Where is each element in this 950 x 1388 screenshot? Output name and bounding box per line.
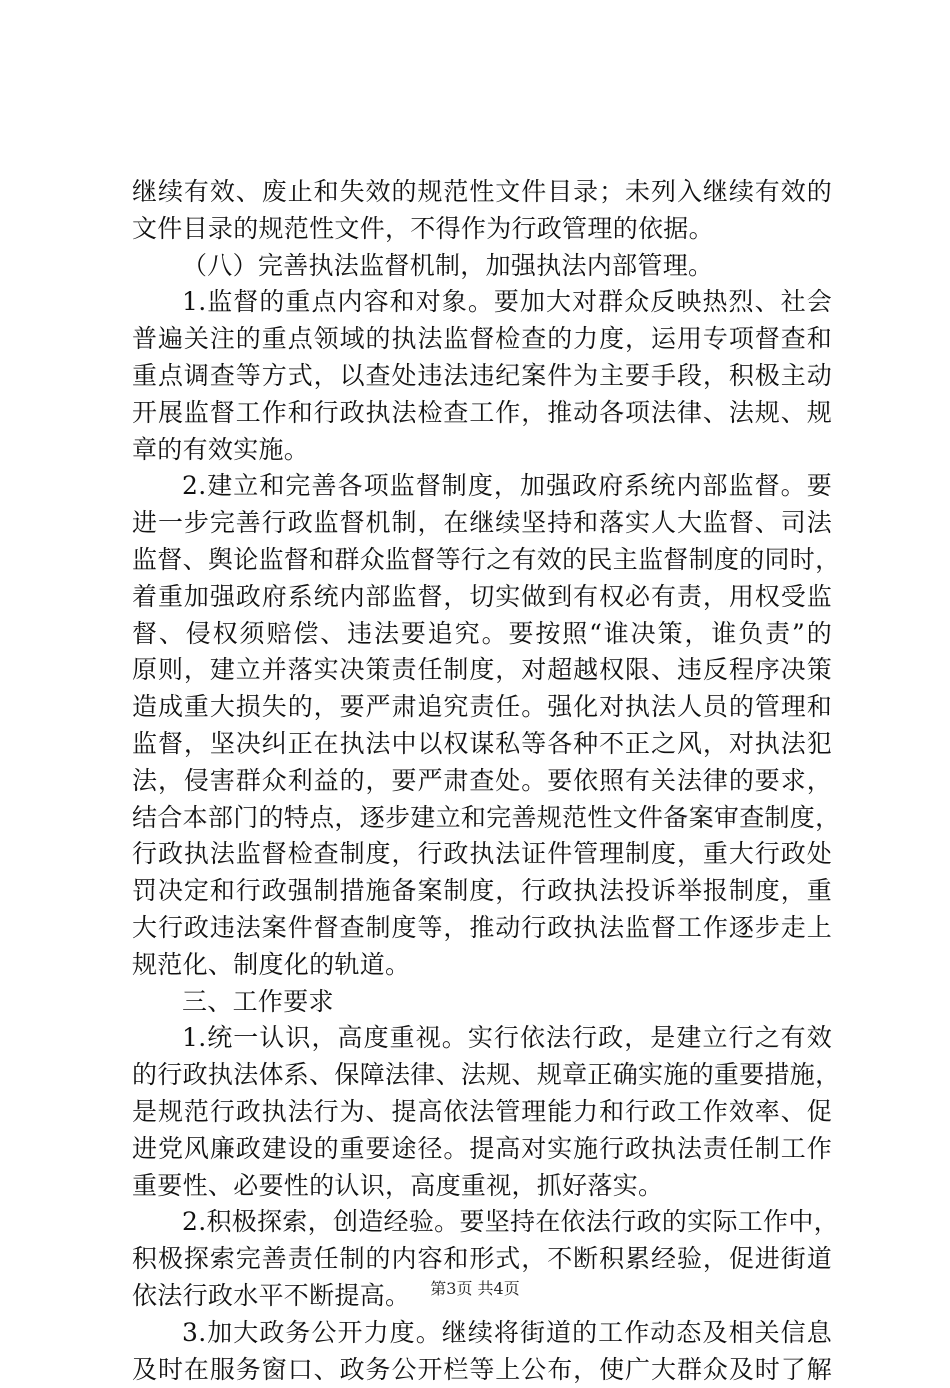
document-body [132, 174, 832, 1388]
text-line: 开展监督工作和行政执法检查工作，推动各项法律、法规、规 [132, 395, 832, 432]
text-line: 的行政执法体系、保障法律、法规、规章正确实施的重要措施， [132, 1057, 832, 1094]
text-line: 普遍关注的重点领域的执法监督检查的力度，运用专项督查和 [132, 321, 832, 358]
text-line: 文件目录的规范性文件，不得作为行政管理的依据。 [132, 211, 832, 248]
text-line: 原则，建立并落实决策责任制度，对超越权限、违反程序决策 [132, 652, 832, 689]
text-line: 行政执法监督检查制度，行政执法证件管理制度，重大行政处 [132, 836, 832, 873]
text-line: 规范化、制度化的轨道。 [132, 947, 832, 984]
text-line: （八）完善执法监督机制，加强执法内部管理。 [132, 248, 832, 285]
text-line: 重要性、必要性的认识，高度重视，抓好落实。 [132, 1168, 832, 1205]
page-footer: 第3页 共4页 [0, 1279, 950, 1299]
text-line: 2.积极探索，创造经验。要坚持在依法行政的实际工作中， [132, 1204, 832, 1241]
text-line: 监督，坚决纠正在执法中以权谋私等各种不正之风，对执法犯 [132, 726, 832, 763]
text-line: 进党风廉政建设的重要途径。提高对实施行政执法责任制工作 [132, 1131, 832, 1168]
text-line: 2.建立和完善各项监督制度，加强政府系统内部监督。要 [132, 468, 832, 505]
text-line: 大行政违法案件督查制度等，推动行政执法监督工作逐步走上 [132, 910, 832, 947]
text-line: 法，侵害群众利益的，要严肃查处。要依照有关法律的要求， [132, 763, 832, 800]
text-line: 重点调查等方式，以查处违法违纪案件为主要手段，积极主动 [132, 358, 832, 395]
text-line: 依法行政水平不断提高。 [132, 1278, 832, 1315]
text-line: 1.监督的重点内容和对象。要加大对群众反映热烈、社会 [132, 284, 832, 321]
text-line: 监督、舆论监督和群众监督等行之有效的民主监督制度的同时， [132, 542, 832, 579]
text-line: 三、工作要求 [132, 984, 832, 1021]
text-line: 着重加强政府系统内部监督，切实做到有权必有责，用权受监 [132, 579, 832, 616]
text-line: 及时在服务窗口、政务公开栏等上公布，使广大群众及时了解 [132, 1352, 832, 1388]
text-line: 进一步完善行政监督机制，在继续坚持和落实人大监督、司法 [132, 505, 832, 542]
text-line: 结合本部门的特点，逐步建立和完善规范性文件备案审查制度， [132, 800, 832, 837]
text-line: 罚决定和行政强制措施备案制度，行政执法投诉举报制度，重 [132, 873, 832, 910]
text-line: 积极探索完善责任制的内容和形式，不断积累经验，促进街道 [132, 1241, 832, 1278]
text-line: 督、侵权须赔偿、违法要追究。要按照“谁决策，谁负责”的 [132, 616, 832, 653]
text-line: 是规范行政执法行为、提高依法管理能力和行政工作效率、促 [132, 1094, 832, 1131]
text-line: 章的有效实施。 [132, 432, 832, 469]
text-line: 继续有效、废止和失效的规范性文件目录；未列入继续有效的 [132, 174, 832, 211]
text-line: 1.统一认识，高度重视。实行依法行政，是建立行之有效 [132, 1020, 832, 1057]
text-line: 3.加大政务公开力度。继续将街道的工作动态及相关信息 [132, 1315, 832, 1352]
text-line: 造成重大损失的，要严肃追究责任。强化对执法人员的管理和 [132, 689, 832, 726]
